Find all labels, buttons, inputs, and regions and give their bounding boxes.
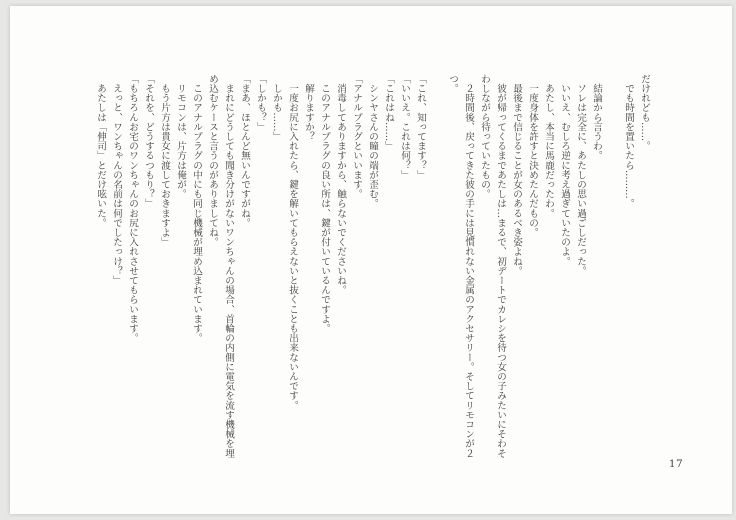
text-column: でも時間を置いたら………。 <box>623 74 634 209</box>
text-column: 彼が帰ってくるまであたしは…まるで、初デートでカレシを待つ女の子みたいにそわそ <box>495 74 506 458</box>
text-column: 「これ、知ってます？」 <box>415 74 426 180</box>
blank-column <box>604 74 620 460</box>
text-column: 一度身体を許すと決めたんだもの。 <box>527 74 538 238</box>
text-column: もう片方は貴女に渡しておきますよ」 <box>159 74 170 247</box>
text-column: いいえ、むしろ逆に考え過ぎていたのよ。 <box>559 74 570 266</box>
text-column: め込むケースと言うのがありましてね。 <box>207 74 218 247</box>
text-column: だけれども……。 <box>639 74 650 151</box>
blank-column <box>428 74 444 460</box>
text-column: 結論から言うわ。 <box>591 74 602 161</box>
text-column: 「これはね……」 <box>383 74 394 151</box>
text-column: あたし、本当に馬鹿だったわ。 <box>543 74 554 218</box>
text-column: 「アナルプラグといいます。 <box>351 74 362 199</box>
text-column: つ。 <box>447 74 458 94</box>
text-column: リモコンは、片方は俺が。 <box>175 74 186 199</box>
text-column: このアナルプラグの良い所は、鍵が付いているんですよ。 <box>319 74 330 334</box>
text-column: しかも……」 <box>271 74 282 142</box>
page-number: 17 <box>668 458 684 470</box>
text-column: 「いいえ。これは何？」 <box>399 74 410 180</box>
text-column: 「まあ、ほとんど無いんですがね。 <box>239 74 250 228</box>
text-column: えっと、ワンちゃんの名前は何でしたっけ？」 <box>111 74 122 286</box>
text-column: 「しかも？」 <box>255 74 266 132</box>
text-column: まれにどうしても聞き分けがないワンちゃんの場合、首輪の内側に電気を流す機械を埋 <box>223 74 234 458</box>
text-column: このアナルプラグの中にも同じ機械が埋め込まれています。 <box>191 74 202 343</box>
text-column: 「それを、どうするつもり？」 <box>143 74 154 209</box>
text-column: 一度お尻に入れたら、鍵を解いてもらえないと抜くことも出来ないんです。 <box>287 74 298 410</box>
text-column: ２時間後、戻ってきた彼の手には見慣れない金属のアクセサリー。そしてリモコンが２ <box>463 74 474 458</box>
text-column: わしながら待っていたもの。 <box>479 74 490 199</box>
text-column: あたしは「伸司」とだけ呟いた。 <box>95 74 106 228</box>
text-column: 「もちろんお宅のワンちゃんのお尻に入れさせてもらいます。 <box>127 74 138 343</box>
text-column: ソレは完全に、あたしの思い過ごしだった。 <box>575 74 586 276</box>
text-column: シンヤさんの瞳の端が歪む。 <box>367 74 378 209</box>
text-column: 解りますか？ <box>303 74 314 142</box>
text-column: 消毒してありますから、触らないでくださいね。 <box>335 74 346 295</box>
text-column: 最後まで信じることが女のあるべき姿よね。 <box>511 74 522 276</box>
